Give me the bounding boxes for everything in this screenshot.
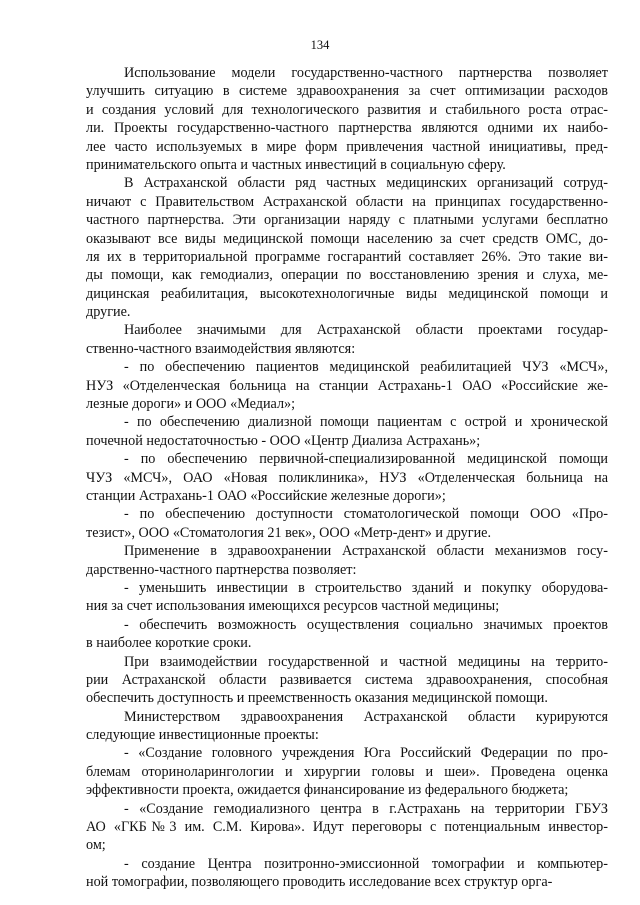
text-line: АО «ГКБ№3 им. С.М. Кирова». Идут переговоры с потенциальным инвестор-	[86, 819, 608, 836]
paragraph	[86, 708, 608, 745]
text-line: При взаимодействии государственной и частной медицины на террито-	[124, 653, 608, 670]
text-line: эффективности проекта, ожидается финансирование из федерального бюджета;	[86, 782, 569, 799]
text-line: улучшить ситуацию в системе здравоохранения за счет оптимизации расходов	[86, 83, 608, 100]
text-line: обеспечить доступность и преемственность оказания медицинской помощи.	[86, 690, 548, 707]
text-line: ли. Проекты государственно-частного партнерства являются одними их наибо-	[86, 120, 608, 137]
text-line: ной томографии, позволяющего проводить исследование всех структур орга-	[86, 874, 553, 891]
text-line: Министерством здравоохранения Астраханской области курируются	[124, 708, 608, 725]
text-line: Применение в здравоохранении Астраханской области механизмов госу-	[124, 543, 608, 560]
text-line: принимательского опыта и частных инвестиций в социальную сферу.	[86, 156, 506, 173]
text-line: другие.	[86, 304, 131, 321]
text-line: ственно-частного взаимодействия являются:	[86, 340, 356, 357]
text-line: дицинская реабилитация, высокотехнологичные виды медицинской помощи и	[86, 285, 608, 302]
text-line: и создания условий для технологического развития и стабильного роста отрас-	[86, 101, 608, 118]
paragraph	[86, 413, 608, 450]
text-line: ом;	[86, 837, 106, 854]
paragraph	[86, 174, 608, 321]
text-line: - по обеспечению первичной-специализированной медицинской помощи	[124, 451, 608, 468]
document-body	[86, 64, 608, 892]
text-line: блемам оториноларингологии и хирургии головы и шеи». Проведена оценка	[86, 763, 608, 780]
paragraph	[86, 616, 608, 653]
text-line: ничают с Правительством Астраханской области на принципах государственно-	[86, 193, 608, 210]
text-line: ЧУЗ «МСЧ», ОАО «Новая поликлиника», НУЗ «Отделенческая больница на	[86, 469, 608, 486]
paragraph	[86, 450, 608, 505]
text-line: НУЗ «Отделенческая больница на станции Астрахань-1 ОАО «Российские же-	[86, 377, 608, 394]
text-line: ды помощи, как гемодиализ, операции по восстановлению зрения и слуха, ме-	[86, 267, 608, 284]
paragraph	[86, 321, 608, 358]
text-line: следующие инвестиционные проекты:	[86, 727, 319, 744]
text-line: - по обеспечению доступности стоматологической помощи ООО «Про-	[124, 506, 608, 523]
paragraph	[86, 653, 608, 708]
paragraph	[86, 744, 608, 799]
text-line: станции Астрахань-1 ОАО «Российские железные дороги»;	[86, 487, 446, 504]
text-line: оказывают все виды медицинской помощи населению за счет средств ОМС, до-	[86, 230, 608, 247]
text-line: дарственно-частного партнерства позволяет:	[86, 561, 357, 578]
text-line: рии Астраханской области развивается система здравоохранения, способная	[86, 671, 608, 688]
text-line: лее часто используемых в мире форм привлечения частной инициативы, пред-	[86, 138, 608, 155]
text-line: - уменьшить инвестиции в строительство зданий и покупку оборудова-	[124, 579, 608, 596]
text-line: - создание Центра позитронно-эмиссионной томографии и компьютер-	[124, 855, 608, 872]
text-line: в наиболее короткие сроки.	[86, 635, 252, 652]
text-line: тезист», ООО «Стоматология 21 век», ООО «Метр-дент» и другие.	[86, 524, 492, 541]
text-line: - по обеспечению пациентов медицинской реабилитацией ЧУЗ «МСЧ»,	[124, 359, 608, 376]
paragraph	[86, 800, 608, 855]
text-line: частного партнерства. Эти организации наряду с платными услугами бесплатно	[86, 212, 608, 229]
text-line: - по обеспечению диализной помощи пациентам с острой и хронической	[124, 414, 608, 431]
text-line: почечной недостаточностью - ООО «Центр Диализа Астрахань»;	[86, 432, 481, 449]
text-line: Наиболее значимыми для Астраханской области проектами государ-	[124, 322, 608, 339]
text-line: ния за счет использования имеющихся ресурсов частной медицины;	[86, 598, 500, 615]
paragraph	[86, 358, 608, 413]
text-line: В Астраханской области ряд частных медицинских организаций сотруд-	[124, 175, 608, 192]
text-line: - обеспечить возможность осуществления социально значимых проектов	[124, 616, 608, 633]
text-line: лезные дороги» и ООО «Медиал»;	[86, 396, 296, 413]
page-number: 134	[310, 38, 330, 52]
text-line: - «Создание головного учреждения Юга Российский Федерации по про-	[124, 745, 608, 762]
paragraph	[86, 64, 608, 174]
text-line: ля их в территориальной программе госгарантий составляет 26%. Это такие ви-	[86, 248, 608, 265]
text-line: - «Создание гемодиализного центра в г.Астрахань на территории ГБУЗ	[124, 800, 608, 817]
text-line: Использование модели государственно-частного партнерства позволяет	[124, 65, 608, 81]
paragraph	[86, 579, 608, 616]
paragraph	[86, 542, 608, 579]
paragraph	[86, 505, 608, 542]
paragraph	[86, 855, 608, 892]
